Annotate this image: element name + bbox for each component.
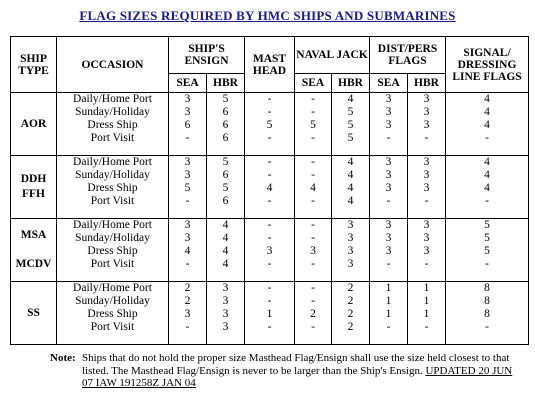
jack-hbr-value: 5 — [347, 106, 354, 118]
dist-hbr-value: - — [424, 321, 429, 333]
signal-value: 4 — [484, 182, 490, 194]
jack-sea-value: - — [311, 93, 315, 105]
dist-hbr-value: 3 — [423, 232, 430, 244]
ship-type-label: SS — [27, 306, 40, 319]
dist-hbr-value: 3 — [423, 93, 430, 105]
ensign-hbr-value: 6 — [222, 195, 229, 207]
mast-head-value: 3 — [266, 245, 273, 257]
occasion-value: Dress Ship — [87, 119, 138, 131]
jack-hbr-value: 2 — [347, 282, 354, 294]
ensign-sea-value: 3 — [184, 106, 191, 118]
ensign-sea-value: - — [185, 321, 190, 333]
jack-hbr-value: 4 — [347, 156, 354, 168]
mast-head-value: - — [267, 93, 272, 105]
mast-head-value: - — [267, 106, 272, 118]
signal-value: 4 — [484, 106, 490, 118]
cell-dist-hbr — [408, 282, 446, 345]
jack-hbr-value: 5 — [347, 119, 354, 131]
ship-type-label: DDH — [20, 173, 47, 185]
ensign-sea-value: 3 — [184, 169, 191, 181]
cell-jack-sea — [295, 93, 332, 156]
jack-sea-value: 2 — [310, 308, 316, 320]
ensign-sea-value: - — [185, 195, 190, 207]
dist-sea-value: 3 — [385, 156, 392, 168]
table-row — [11, 93, 529, 156]
jack-sea-value: - — [311, 106, 315, 118]
note-text-block — [82, 352, 520, 390]
header-dist-sea: SEA — [370, 74, 408, 93]
dist-hbr-value: 3 — [423, 119, 430, 131]
occasion-value: Sunday/Holiday — [75, 295, 150, 307]
ensign-hbr-value: 3 — [222, 321, 229, 333]
ensign-hbr-value: 6 — [222, 106, 229, 118]
jack-sea-value: - — [311, 219, 315, 231]
jack-sea-value: - — [311, 195, 315, 207]
occasion-value: Port Visit — [90, 321, 135, 333]
signal-value: - — [485, 132, 489, 144]
jack-sea-value: 5 — [310, 119, 316, 131]
jack-hbr-value: 4 — [347, 195, 354, 207]
mast-head-value: - — [267, 219, 272, 231]
cell-ensign-sea — [169, 219, 207, 282]
mast-head-value: - — [267, 232, 272, 244]
cell-ship-type — [11, 156, 57, 219]
ensign-hbr-value: 4 — [222, 232, 229, 244]
occasion-value: Port Visit — [90, 258, 135, 270]
dist-hbr-value: 3 — [423, 169, 430, 181]
jack-hbr-value: 3 — [347, 258, 354, 270]
occasion-value: Sunday/Holiday — [75, 169, 150, 181]
dist-sea-value: 3 — [385, 93, 392, 105]
ensign-hbr-value: 3 — [222, 308, 229, 320]
cell-ship-type — [11, 282, 57, 345]
ensign-sea-value: - — [185, 258, 190, 270]
ensign-hbr-value: 6 — [222, 132, 229, 144]
mast-head-value: - — [267, 295, 272, 307]
jack-hbr-value: 2 — [347, 295, 354, 307]
signal-value: 4 — [484, 169, 490, 181]
header-mast-head: MAST HEAD — [245, 37, 295, 93]
jack-hbr-value: 3 — [347, 232, 354, 244]
cell-ensign-hbr — [207, 156, 245, 219]
ensign-hbr-value: 5 — [222, 93, 229, 105]
ship-type-label: FFH — [22, 188, 45, 200]
header-ships-ensign: SHIP'S ENSIGN — [169, 37, 245, 74]
cell-signal — [446, 93, 529, 156]
ensign-sea-value: 6 — [184, 119, 191, 131]
signal-value: 5 — [484, 245, 490, 257]
ensign-sea-value: 3 — [184, 308, 191, 320]
cell-jack-hbr — [332, 156, 370, 219]
jack-sea-value: - — [311, 156, 315, 168]
occasion-value: Daily/Home Port — [73, 93, 152, 105]
header-jack-sea: SEA — [295, 74, 332, 93]
cell-jack-sea — [295, 282, 332, 345]
jack-sea-value: - — [311, 258, 315, 270]
jack-hbr-value: 4 — [347, 182, 354, 194]
signal-value: 4 — [484, 93, 490, 105]
signal-value: 5 — [484, 232, 490, 244]
cell-ensign-hbr — [207, 219, 245, 282]
ensign-sea-value: 2 — [184, 295, 191, 307]
dist-sea-value: 1 — [385, 282, 392, 294]
ensign-hbr-value: 4 — [222, 258, 229, 270]
mast-head-value: - — [267, 321, 272, 333]
signal-value: 5 — [484, 219, 490, 231]
table-row — [11, 219, 529, 282]
note-label: Note: — [50, 352, 76, 364]
signal-value: 8 — [484, 282, 490, 294]
header-ensign-hbr: HBR — [207, 74, 245, 93]
occasion-value: Dress Ship — [87, 245, 138, 257]
cell-dist-sea — [370, 156, 408, 219]
cell-ensign-hbr — [207, 93, 245, 156]
note-text: Ships that do not hold the proper size Masthead Flag/Ensign shall use the size held closest to that listed. The Masthead Flag/Ensign is never to be larger than the Ship's Ensign. — [82, 352, 510, 377]
cell-dist-hbr — [408, 219, 446, 282]
dist-sea-value: - — [386, 132, 391, 144]
cell-dist-sea — [370, 282, 408, 345]
dist-sea-value: 3 — [385, 119, 392, 131]
cell-signal — [446, 219, 529, 282]
jack-hbr-value: 4 — [347, 169, 354, 181]
occasion-value: Port Visit — [90, 195, 135, 207]
dist-hbr-value: - — [424, 195, 429, 207]
cell-jack-sea — [295, 156, 332, 219]
dist-sea-value: 1 — [385, 295, 392, 307]
dist-hbr-value: 3 — [423, 245, 430, 257]
jack-sea-value: - — [311, 169, 315, 181]
mast-head-value: - — [267, 282, 272, 294]
dist-hbr-value: 1 — [423, 308, 430, 320]
cell-jack-hbr — [332, 282, 370, 345]
cell-signal — [446, 282, 529, 345]
cell-dist-sea — [370, 219, 408, 282]
signal-value: - — [485, 258, 489, 270]
cell-mast-head — [245, 156, 295, 219]
flag-sizes-table — [10, 36, 529, 345]
ensign-sea-value: - — [185, 132, 190, 144]
dist-hbr-value: 3 — [423, 156, 430, 168]
ensign-sea-value: 3 — [184, 93, 191, 105]
jack-sea-value: 4 — [310, 182, 316, 194]
jack-hbr-value: 2 — [347, 308, 354, 320]
mast-head-value: - — [267, 169, 272, 181]
header-dist-hbr: HBR — [408, 74, 446, 93]
jack-sea-value: - — [311, 321, 315, 333]
mast-head-value: - — [267, 195, 272, 207]
jack-sea-value: - — [311, 232, 315, 244]
ensign-hbr-value: 5 — [222, 182, 229, 194]
jack-sea-value: 3 — [310, 245, 316, 257]
cell-ensign-sea — [169, 93, 207, 156]
signal-value: 8 — [484, 308, 490, 320]
dist-sea-value: 3 — [385, 232, 392, 244]
jack-hbr-value: 3 — [347, 245, 354, 257]
mast-head-value: - — [267, 258, 272, 270]
signal-value: - — [485, 321, 489, 333]
jack-hbr-value: 3 — [347, 219, 354, 231]
table-body — [11, 93, 529, 345]
dist-sea-value: - — [386, 258, 391, 270]
jack-sea-value: - — [311, 132, 315, 144]
dist-sea-value: 3 — [385, 245, 392, 257]
dist-hbr-value: - — [424, 132, 429, 144]
footnote — [50, 352, 520, 390]
ensign-hbr-value: 6 — [222, 119, 229, 131]
header-naval-jack: NAVAL JACK — [295, 37, 370, 74]
dist-sea-value: 3 — [385, 182, 392, 194]
mast-head-value: - — [267, 156, 272, 168]
ensign-hbr-value: 5 — [222, 156, 229, 168]
cell-signal — [446, 156, 529, 219]
jack-hbr-value: 5 — [347, 132, 354, 144]
cell-jack-sea — [295, 219, 332, 282]
ensign-sea-value: 3 — [184, 219, 191, 231]
ship-type-label: AOR — [20, 117, 47, 130]
header-jack-hbr: HBR — [332, 74, 370, 93]
occasion-value: Daily/Home Port — [73, 156, 152, 168]
signal-value: 4 — [484, 119, 490, 131]
dist-hbr-value: 3 — [423, 106, 430, 118]
occasion-value: Sunday/Holiday — [75, 232, 150, 244]
cell-occasion — [57, 93, 169, 156]
dist-sea-value: 3 — [385, 106, 392, 118]
header-ship-type: SHIP TYPE — [11, 37, 57, 93]
occasion-value: Daily/Home Port — [73, 282, 152, 294]
ensign-hbr-value: 4 — [222, 219, 229, 231]
note-updated: UPDATED 20 JUN 07 IAW 191258Z JAN 04 — [82, 364, 513, 389]
ensign-hbr-value: 6 — [222, 169, 229, 181]
table-row — [11, 282, 529, 345]
occasion-value: Dress Ship — [87, 308, 138, 320]
dist-sea-value: - — [386, 195, 391, 207]
ship-type-label: MSA — [20, 229, 47, 241]
mast-head-value: 1 — [266, 308, 273, 320]
ensign-hbr-value: 3 — [222, 295, 229, 307]
ensign-sea-value: 3 — [184, 156, 191, 168]
cell-ensign-sea — [169, 156, 207, 219]
header-occasion: OCCASION — [57, 37, 169, 93]
dist-sea-value: 3 — [385, 169, 392, 181]
signal-value: 4 — [484, 156, 490, 168]
cell-ensign-sea — [169, 282, 207, 345]
cell-occasion — [57, 219, 169, 282]
cell-occasion — [57, 282, 169, 345]
mast-head-value: 5 — [266, 119, 273, 131]
ship-type-label: MCDV — [15, 258, 52, 270]
dist-sea-value: 3 — [385, 219, 392, 231]
ensign-sea-value: 4 — [184, 245, 191, 257]
header-ensign-sea: SEA — [169, 74, 207, 93]
header-dist-pers-flags: DIST/PERS FLAGS — [370, 37, 446, 74]
ensign-hbr-value: 4 — [222, 245, 229, 257]
jack-hbr-value: 4 — [347, 93, 354, 105]
ensign-hbr-value: 3 — [222, 282, 229, 294]
cell-jack-hbr — [332, 93, 370, 156]
dist-hbr-value: 1 — [423, 295, 430, 307]
dist-sea-value: 1 — [385, 308, 392, 320]
cell-ship-type — [11, 219, 57, 282]
cell-dist-sea — [370, 93, 408, 156]
occasion-value: Sunday/Holiday — [75, 106, 150, 118]
ensign-sea-value: 3 — [184, 232, 191, 244]
cell-jack-hbr — [332, 219, 370, 282]
dist-hbr-value: 3 — [423, 219, 430, 231]
jack-sea-value: - — [311, 282, 315, 294]
dist-hbr-value: 1 — [423, 282, 430, 294]
mast-head-value: - — [267, 132, 272, 144]
table-row — [11, 156, 529, 219]
header-signal-dressing-line-flags: SIGNAL/ DRESSING LINE FLAGS — [446, 37, 529, 93]
ensign-sea-value: 2 — [184, 282, 191, 294]
jack-hbr-value: 2 — [347, 321, 354, 333]
cell-mast-head — [245, 219, 295, 282]
jack-sea-value: - — [311, 295, 315, 307]
cell-mast-head — [245, 282, 295, 345]
cell-occasion — [57, 156, 169, 219]
mast-head-value: 4 — [266, 182, 273, 194]
document-title: FLAG SIZES REQUIRED BY HMC SHIPS AND SUBMARINES — [79, 8, 456, 23]
ensign-sea-value: 5 — [184, 182, 191, 194]
occasion-value: Port Visit — [90, 132, 135, 144]
dist-hbr-value: - — [424, 258, 429, 270]
dist-hbr-value: 3 — [423, 182, 430, 194]
cell-dist-hbr — [408, 93, 446, 156]
cell-ensign-hbr — [207, 282, 245, 345]
cell-dist-hbr — [408, 156, 446, 219]
signal-value: 8 — [484, 295, 490, 307]
signal-value: - — [485, 195, 489, 207]
occasion-value: Dress Ship — [87, 182, 138, 194]
dist-sea-value: - — [386, 321, 391, 333]
occasion-value: Daily/Home Port — [73, 219, 152, 231]
cell-ship-type — [11, 93, 57, 156]
cell-mast-head — [245, 93, 295, 156]
